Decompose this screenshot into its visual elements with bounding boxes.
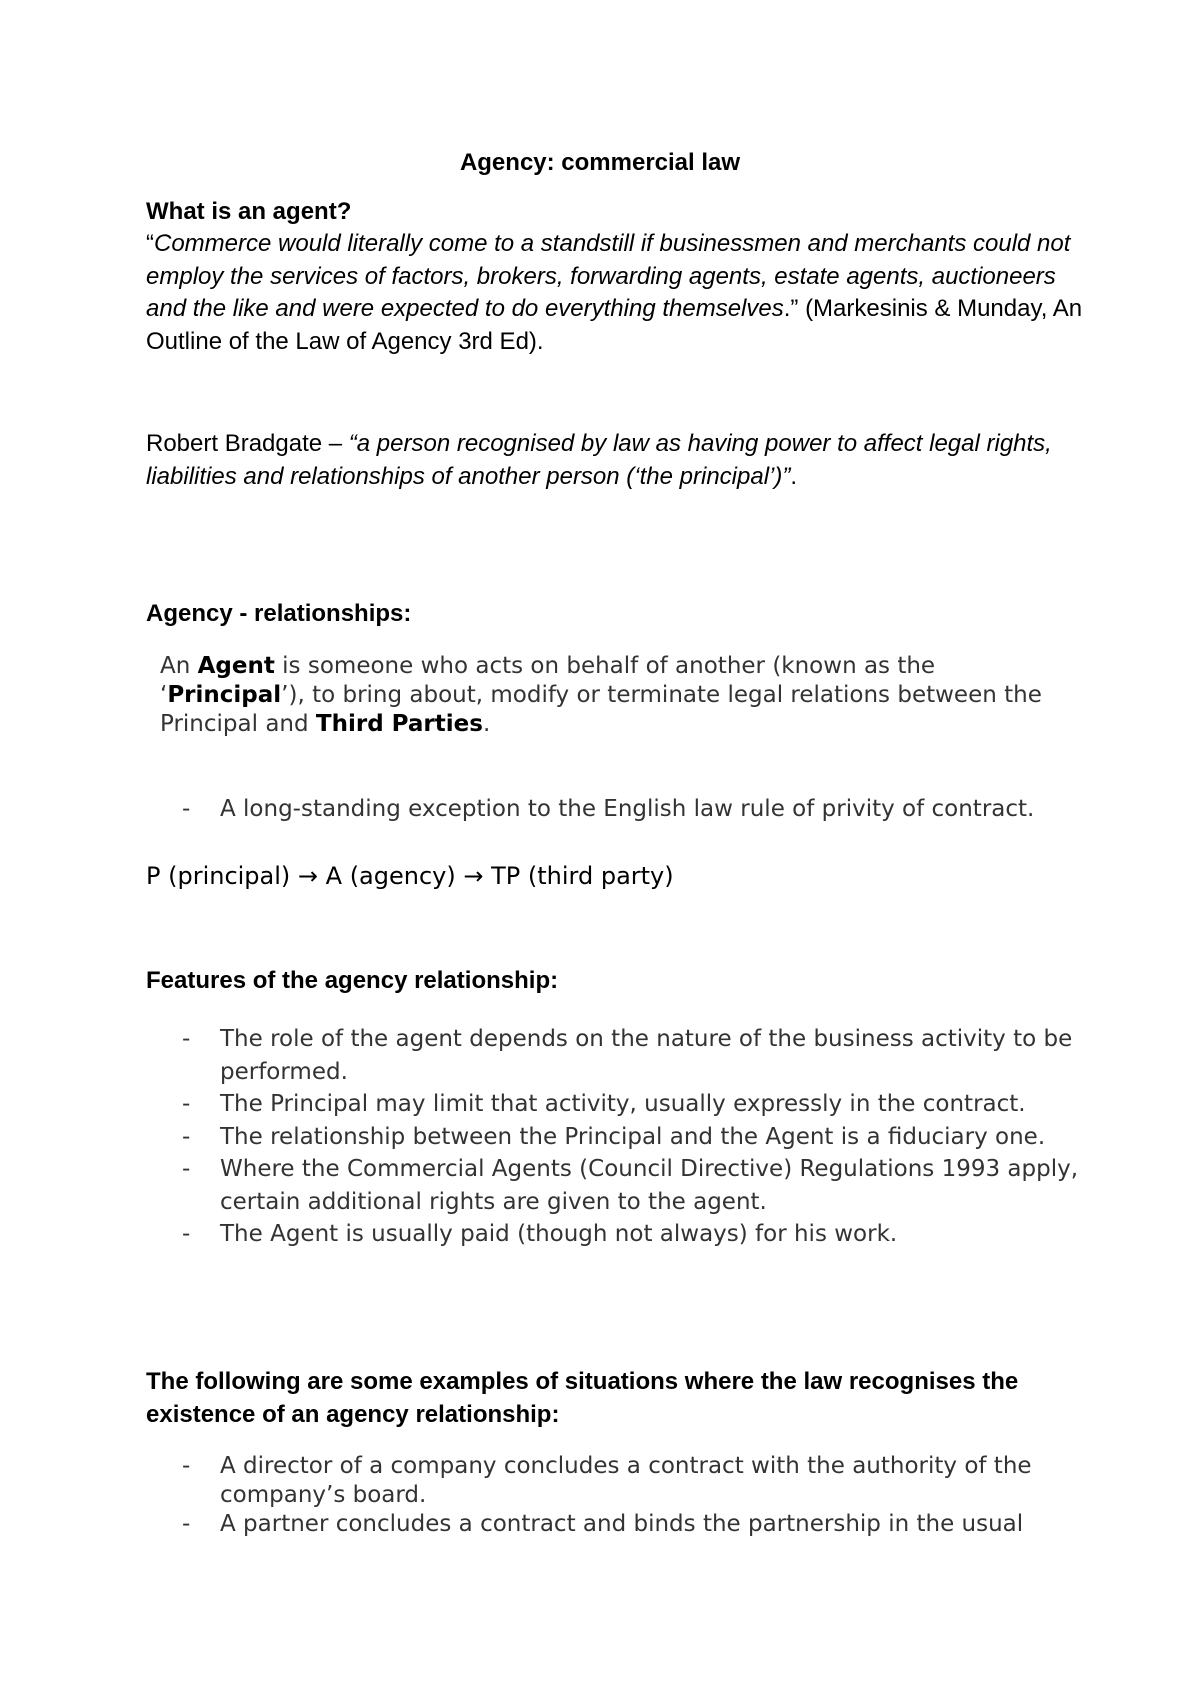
examples-heading: The following are some examples of situations where the law recognises the existence of an agency relationship: [146,1368,1019,1428]
bullet-dash: - [182,1123,191,1150]
bullet-dash: - [182,1026,191,1052]
bullet-dash: - [182,796,191,822]
example-text: A director of a company concludes a contract with the authority of the company’s board. [220,1453,1032,1508]
features-bullet-list [182,1023,1082,1251]
agent-def-text-1: An [160,653,198,679]
bradgate-name: Robert Bradgate – [146,430,349,457]
example-text: A partner concludes a contract and binds the partnership in the usual [220,1511,1024,1537]
feature-text: The role of the agent depends on the nature of the business activity to be performed. [220,1026,1073,1085]
feature-text: The Agent is usually paid (though not always) for his work. [220,1221,898,1247]
examples-bullet-list [182,1452,1082,1539]
list-item [182,1023,1082,1088]
relationships-heading: Agency - relationships: [146,600,412,627]
bradgate-end: . [790,462,798,490]
quote-citation: (Markesinis & Munday, An Outline of the Law of Agency 3rd Ed). [146,295,1083,355]
bullet-dash: - [182,1221,191,1247]
list-item [182,1088,1082,1121]
list-item [182,1218,1082,1251]
quote-text: Commerce would literally come to a standstill if businessmen and merchants could not employ the services of factors, brokers, forwarding agents, estate agents, auctioneers and the like and were expected to do everything themselves [146,230,1071,322]
bradgate-quote: “a person recognised by law as having power to affect legal rights, liabilities and relationships of another person (‘the principal’)” [146,430,1052,490]
agent-term: Agent [197,653,275,679]
agent-def-text-3: ’), to bring about, modify or terminate legal relations between the Principal and [160,682,1042,737]
third-parties-term: Third Parties [315,711,483,737]
list-item [182,795,1082,824]
markesinis-quote [146,228,1086,358]
features-heading: Features of the agency relationship: [146,967,559,994]
agency-flow-line: P (principal) → A (agency) → TP (third party) [146,862,674,890]
list-item [182,1153,1082,1218]
bullet-dash: - [182,1453,191,1479]
bullet-dash: - [182,1156,191,1182]
what-is-agent-heading: What is an agent? [146,198,352,225]
principal-term: Principal [167,682,282,708]
list-item [182,1510,1082,1539]
feature-text: The relationship between the Principal and the Agent is a fiduciary one. [220,1123,1046,1150]
page-title: Agency: commercial law [459,149,741,176]
agent-definition-paragraph [160,652,1080,739]
quote-open: “ [146,230,154,257]
bradgate-definition [146,428,1066,493]
feature-text: Where the Commercial Agents (Council Directive) Regulations 1993 apply, certain additional rights are given to the agent. [220,1156,1079,1215]
bullet-dash: - [182,1091,191,1117]
list-item [182,1121,1082,1154]
agent-def-text-2: is someone who acts on behalf of another (known as the ‘ [160,653,936,708]
quote-close: .” [783,295,806,322]
privity-bullet-list [182,795,1082,824]
bullet-dash: - [182,1511,191,1537]
list-item [182,1452,1082,1510]
privity-bullet-text: A long-standing exception to the English law rule of privity of contract. [220,796,1035,822]
agent-def-text-4: . [482,711,491,737]
feature-text: The Principal may limit that activity, usually expressly in the contract. [220,1091,1026,1117]
